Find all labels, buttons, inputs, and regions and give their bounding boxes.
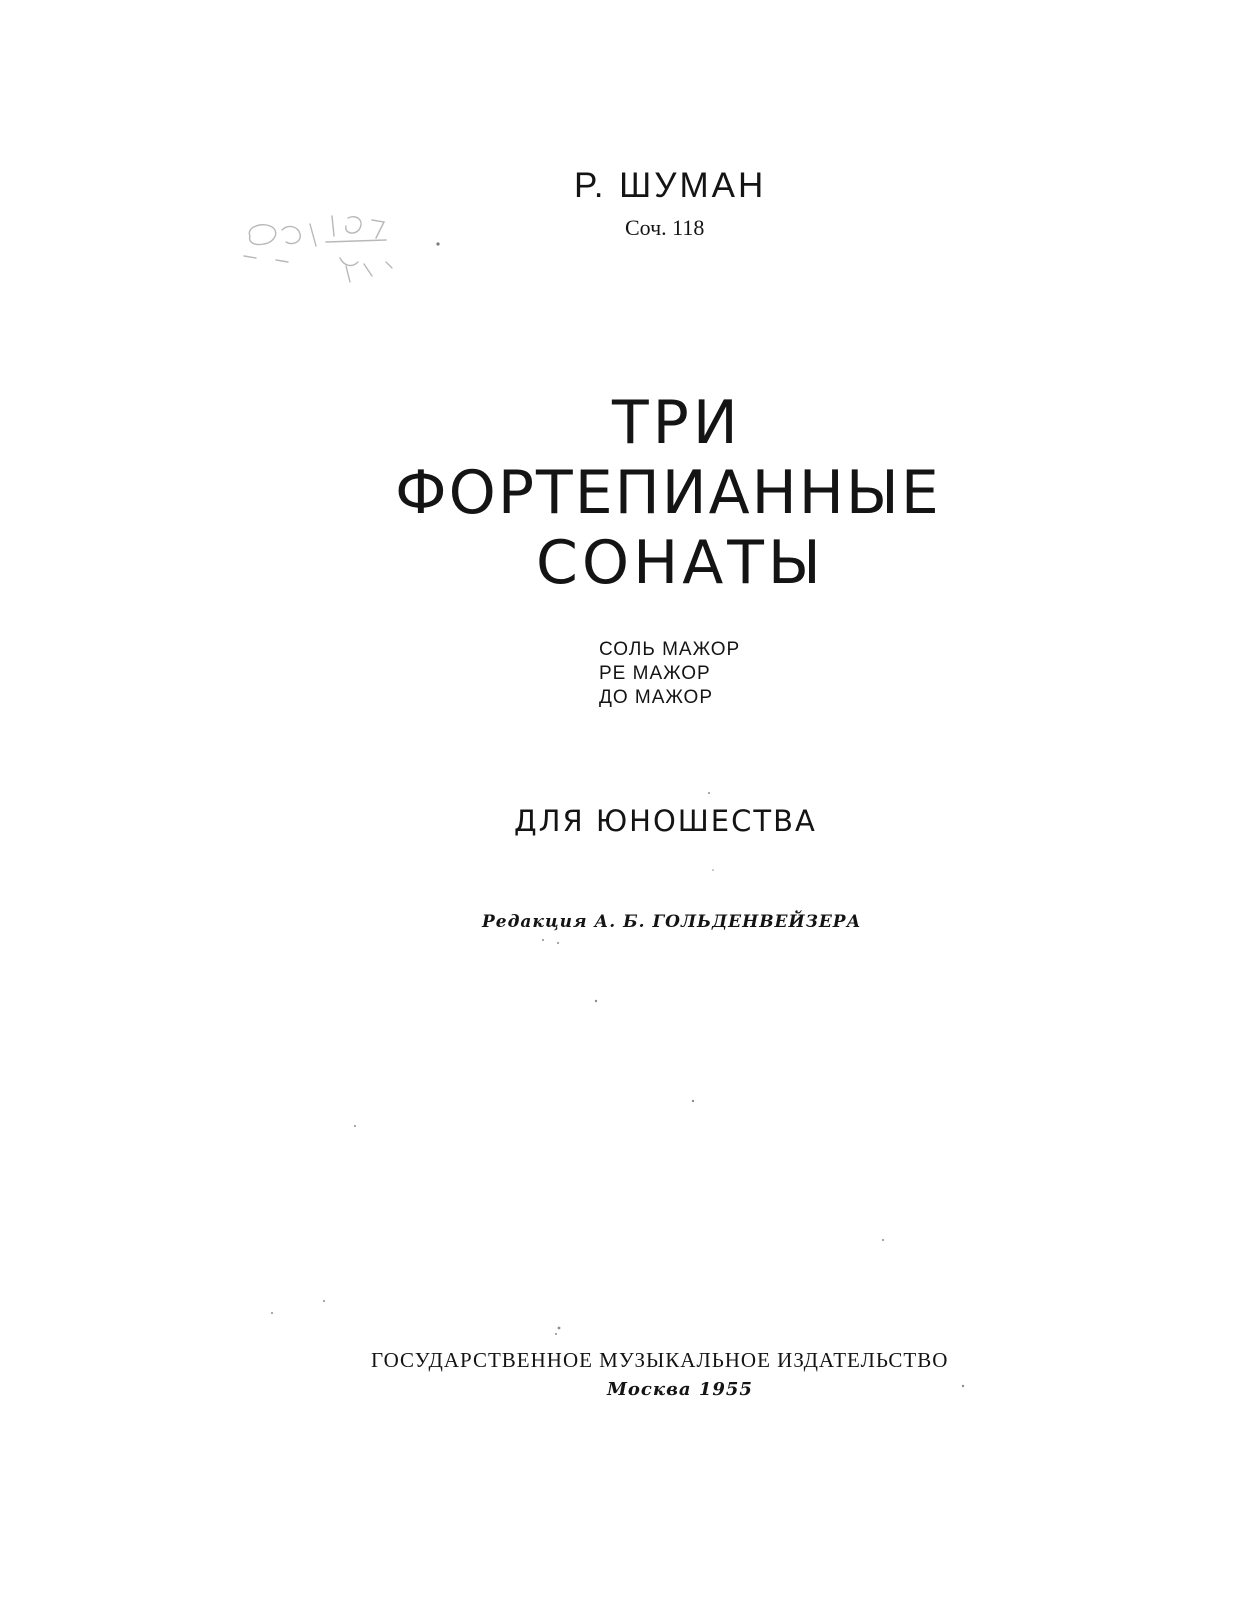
title-line-2: ФОРТЕПИАННЫЕ — [395, 458, 941, 528]
editor-credit: Редакция А. Б. ГОЛЬДЕНВЕЙЗЕРА — [482, 912, 862, 932]
title-line-3: СОНАТЫ — [536, 528, 825, 598]
dedication: ДЛЯ ЮНОШЕСТВА — [514, 804, 817, 838]
publication-place-year: Москва 1955 — [607, 1379, 753, 1400]
opus-number: Соч. 118 — [625, 215, 705, 240]
publisher-name: ГОСУДАРСТВЕННОЕ МУЗЫКАЛЬНОЕ ИЗДАТЕЛЬСТВО — [371, 1348, 949, 1372]
sonata-keys-list — [599, 638, 740, 710]
author-name: Р. ШУМАН — [574, 166, 767, 205]
title-line-1: ТРИ — [612, 388, 742, 458]
sonata-key-item: РЕ МАЖОР — [599, 663, 711, 684]
library-stamp-mark — [236, 206, 456, 296]
sonata-key-item: СОЛЬ МАЖОР — [599, 639, 741, 660]
sonata-key-item: ДО МАЖОР — [599, 687, 714, 708]
